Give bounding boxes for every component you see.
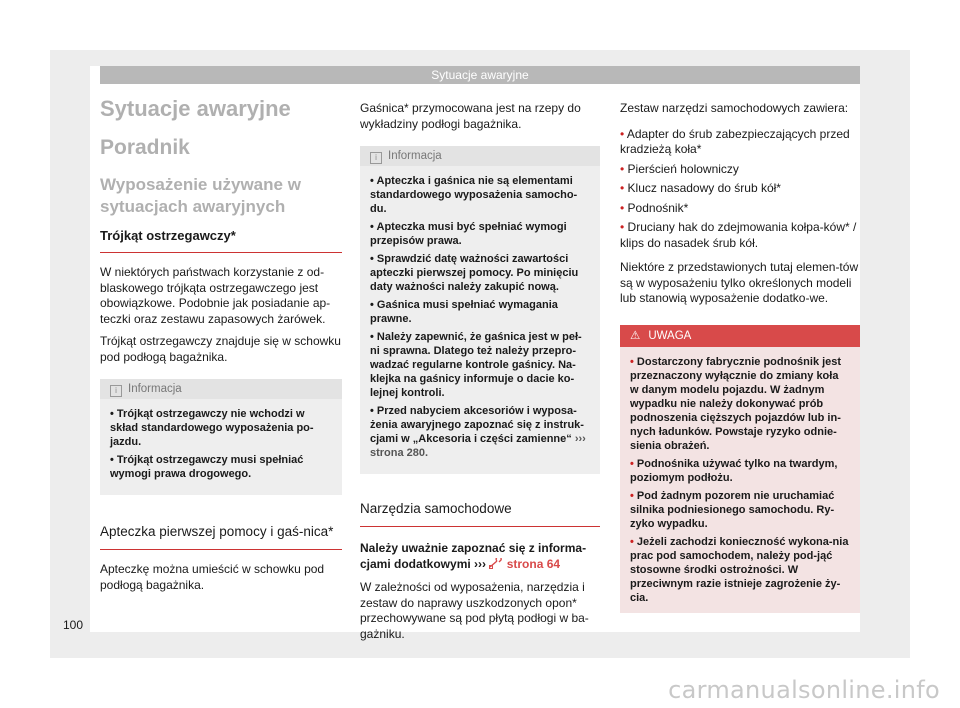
page-reference-link[interactable]: ››› strona 280.	[370, 433, 586, 459]
chapter-subtitle: Poradnik	[100, 136, 190, 159]
watermark: carmanualsonline.info	[668, 676, 940, 704]
info-icon: i	[370, 152, 382, 164]
warning-item: • Jeżeli zachodzi konieczność wykona-nia prac pod samochodem, należy pod-jąć stosowne środki ostrożności. W przeciwnym razie istnieje zagrożenie ży-cia.	[630, 535, 849, 604]
info-item: • Gaśnica musi spełniać wymagania prawne.	[370, 299, 558, 325]
list-item: • Adapter do śrub zabezpieczających przed kradzieżą koła*	[620, 126, 850, 156]
running-header: Sytuacje awaryjne	[100, 66, 860, 84]
column-1	[100, 96, 342, 593]
page-reference-link[interactable]: strona 64	[506, 556, 561, 571]
warning-item: • Pod żadnym pozorem nie uruchamiać silnika podniesionego samochodu. Ry-zyko wypadku.	[630, 489, 835, 530]
warning-item: • Podnośnika używać tylko na twardym, poziomym podłożu.	[630, 457, 838, 484]
paragraph: W niektórych państwach korzystanie z od-blaskowego trójkąta ostrzegawczego jest obowiązkowe. Podobnie jak posiadanie ap-teczki oraz zestawu zapasowych żarówek.	[100, 265, 331, 326]
warning-item: • Dostarczony fabrycznie podnośnik jest przeznaczony wyłącznie do zmiany koła w danym modelu pojazdu. W żadnym wypadku nie należy dokonywać prób podnoszenia cięższych pojazdów lub in-nych ładunków. Powstaje ryzyko odnie-sienia obrażeń.	[630, 355, 842, 452]
list-item: • Pierścień holowniczy	[620, 161, 739, 176]
info-box-header	[360, 146, 600, 166]
chapter-title: Sytuacje awaryjne	[100, 96, 291, 121]
column-2	[360, 96, 600, 642]
info-box	[360, 146, 600, 474]
bullet-icon: •	[110, 408, 117, 420]
paragraph: Trójkąt ostrzegawczy znajduje się w schowku pod podłogą bagażnika.	[100, 334, 341, 364]
info-icon: i	[110, 385, 122, 397]
info-item: • Trójkąt ostrzegawczy musi spełniać wymogi prawa drogowego.	[110, 454, 304, 480]
list-item: • Druciany hak do zdejmowania kołpa-ków* / klips do nasadek śrub kół.	[620, 220, 857, 250]
bullet-icon: •	[620, 126, 627, 141]
info-item: • Trójkąt ostrzegawczy nie wchodzi w skład standardowego wyposażenia po-jazdu.	[110, 408, 314, 448]
paragraph: W zależności od wyposażenia, narzędzia i zestaw do naprawy uszkodzonych opon* przechowywane są pod płytą podłogi w ba-gażniku.	[360, 580, 589, 641]
paragraph: Gaśnica* przymocowana jest na rzepy do wykładziny podłogi bagażnika.	[360, 101, 581, 131]
warning-icon: ⚠	[630, 329, 641, 342]
paragraph: Apteczkę można umieścić w schowku pod podłogą bagażnika.	[100, 562, 325, 592]
car-tools-icon	[489, 558, 503, 569]
list-item: • Podnośnik*	[620, 200, 689, 215]
subsection-title: Trójkąt ostrzegawczy*	[100, 228, 342, 253]
info-box-header	[100, 379, 342, 399]
info-item: • Sprawdzić datę ważności zawartości apteczki pierwszej pomocy. Po minięciu daty ważności należy zakupić nową.	[370, 253, 579, 293]
bold-note: Należy uważnie zapoznać się z informa-cjami dodatkowymi ››› strona 64	[360, 541, 587, 571]
info-item: • Apteczka i gaśnica nie są elementami standardowego wyposażenia samocho-du.	[370, 175, 578, 215]
section-title: Wyposażenie używane w sytuacjach awaryjnych	[100, 175, 301, 216]
column-3	[620, 96, 860, 613]
info-item: • Należy zapewnić, że gaśnica jest w peł-ni sprawna. Dlatego też należy przepro-wadzać regularne kontrole gaśnicy. Na-klejka na gaśnicy informuje o dacie ko-lejnej kontroli.	[370, 331, 582, 399]
info-box-label: Informacja	[388, 150, 442, 162]
section-title: Apteczka pierwszej pomocy i gaś-nica*	[100, 523, 342, 550]
paragraph: Zestaw narzędzi samochodowych zawiera:	[620, 101, 849, 115]
info-item: • Apteczka musi być spełniać wymogi przepisów prawa.	[370, 221, 567, 247]
list-item: • Klucz nasadowy do śrub kół*	[620, 181, 781, 195]
info-box-label: Informacja	[128, 383, 182, 395]
info-box	[100, 379, 342, 495]
info-item: • Przed nabyciem akcesoriów i wyposa-żenia awaryjnego zapoznać się z instruk-cjami w „Akcesoria i części zamienne“ ››› strona 280.	[370, 405, 586, 459]
paragraph: Niektóre z przedstawionych tutaj elemen-tów są w wyposażeniu tylko określonych modeli lub stanowią wyposażenie dodatko-we.	[620, 260, 859, 305]
page-number: 100	[63, 618, 84, 632]
warning-header	[620, 325, 860, 347]
bullet-icon: •	[110, 454, 117, 466]
warning-box	[620, 325, 860, 613]
warning-label: UWAGA	[648, 329, 692, 342]
section-title: Narzędzia samochodowe	[360, 500, 600, 527]
